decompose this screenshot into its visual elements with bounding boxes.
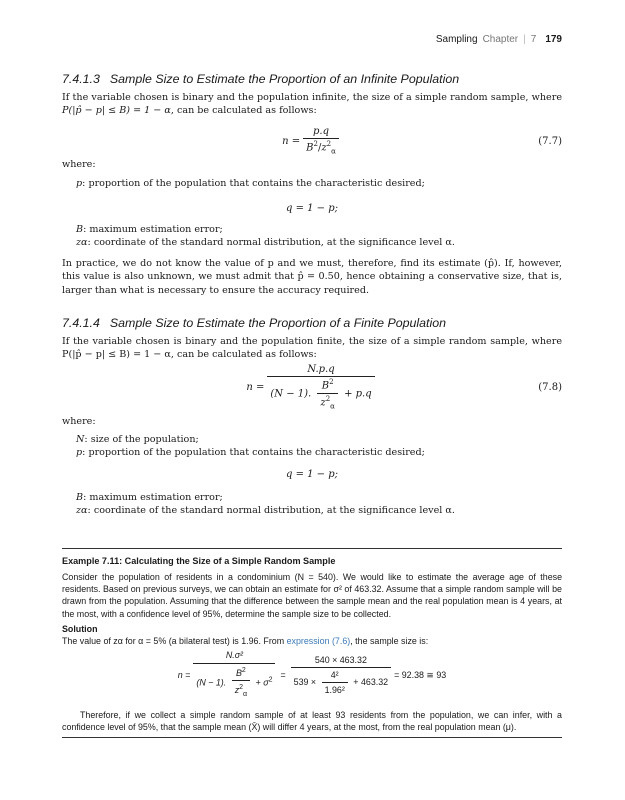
definition-p xyxy=(76,446,562,459)
calc-den2-b: + 463.32 xyxy=(353,676,389,687)
equation-7-7 xyxy=(62,124,562,158)
probability-condition: P(|p̂ − p| ≤ B) = 1 − α xyxy=(62,105,171,117)
q-equation: q = 1 − p; xyxy=(285,202,338,214)
equation-q xyxy=(62,466,562,482)
calc-lhs: n = xyxy=(177,669,191,680)
eq-denominator: $B^2/z^2_\alpha$ xyxy=(303,138,339,155)
symbol-z: zα xyxy=(76,237,88,248)
eq-fraction xyxy=(267,364,374,410)
symbol-B: B xyxy=(76,492,84,503)
sample-size-calculation: n = N.σ² (N − 1). $\frac{B^2}{z^2_\alpha}$ + $\sigma^2$ = 540 × 463.32 539 × $\frac{\text{4²}}{\text{1.96²}}$ + 463.32 = 92.38 ≅ 93 xyxy=(62,651,562,699)
section1-intro-tail: , can be calculated as follows: xyxy=(170,105,317,117)
eq-den-part-a: (N − 1). xyxy=(270,388,312,400)
definition-text: : coordinate of the standard normal distribution, at the significance level α. xyxy=(87,505,455,516)
definition-N xyxy=(76,433,562,446)
eq-denominator xyxy=(267,376,374,410)
running-head-chapter-number: 7 xyxy=(530,34,537,45)
calc-denominator-2 xyxy=(291,667,391,696)
q-equation: q = 1 − p; xyxy=(285,468,338,480)
symbol-p: p xyxy=(76,447,83,458)
eq-fraction xyxy=(303,126,339,155)
definition-text: : coordinate of the standard normal distribution, at the significance level α. xyxy=(87,237,455,248)
eq-lhs: n = xyxy=(246,381,265,393)
example-conclusion: Therefore, if we collect a simple random sample of at least 93 residents from the population, we can infer, with a confidence level of 95%, that the sample mean (X̄) will differ 4 years, at the most, from the real population mean (μ). xyxy=(62,710,562,733)
practice-paragraph: In practice, we do not know the value of p and we must, therefore, find its estimate (p̂). If, however, this value is also unknown, we must admit that p̂ = 0.50, hence obtaining a conservative size, that is, larger than what is necessary to ensure the accuracy required. xyxy=(62,258,562,296)
calc-result: = 92.38 ≅ 93 xyxy=(394,669,447,680)
eq-lhs: n = xyxy=(282,135,301,147)
equation-q xyxy=(62,200,562,216)
section-number: 7.4.1.4 xyxy=(62,316,100,330)
section-heading-7-4-1-3 xyxy=(62,72,562,86)
running-head-section: Sampling xyxy=(435,34,478,45)
running-head-separator: | xyxy=(523,34,526,45)
running-head-chapter-label: Chapter xyxy=(482,34,519,45)
calc-fraction-2 xyxy=(291,654,391,697)
calc-numerator-2: 540 × 463.32 xyxy=(314,654,367,665)
section-title: Sample Size to Estimate the Proportion of a Finite Population xyxy=(109,316,447,330)
section-heading-7-4-1-4 xyxy=(62,316,562,330)
definition-text: : proportion of the population that contains the characteristic desired; xyxy=(82,447,425,458)
where-label: where: xyxy=(62,159,96,170)
section-title: Sample Size to Estimate the Proportion of an Infinite Population xyxy=(109,72,460,86)
solution-heading: Solution xyxy=(62,624,98,634)
definition-z xyxy=(76,236,562,249)
section-number: 7.4.1.3 xyxy=(62,72,100,86)
symbol-N: N xyxy=(76,434,85,445)
example-box xyxy=(62,548,562,738)
eq-numerator: p.q xyxy=(313,126,329,138)
definition-text: : maximum estimation error; xyxy=(83,492,223,503)
definition-p xyxy=(76,177,562,190)
equation-7-8 xyxy=(62,364,562,410)
solution-text-a: The value of zα for α = 5% (a bilateral test) is 1.96. From xyxy=(62,636,287,646)
definition-B xyxy=(76,491,562,504)
page-number: 179 xyxy=(545,34,562,45)
definition-text: : size of the population; xyxy=(84,434,199,445)
calc-inner-den: 1.96² xyxy=(322,682,348,696)
eq-den-part-b: + p.q xyxy=(344,388,372,400)
calc-fraction-1 xyxy=(193,649,275,700)
solution-text-b: , the sample size is: xyxy=(350,636,429,646)
equation-number: (7.8) xyxy=(538,381,562,393)
symbol-z: zα xyxy=(76,505,88,516)
definition-z xyxy=(76,504,562,517)
calc-inner-num: 4² xyxy=(330,669,339,680)
definition-text: : maximum estimation error; xyxy=(83,224,223,235)
running-head xyxy=(436,34,562,45)
solution-text xyxy=(62,635,562,647)
book-page xyxy=(62,0,562,800)
symbol-B: B xyxy=(76,224,84,235)
calc-den2-a: 539 × xyxy=(293,676,317,687)
calc-denominator-1: (N − 1). $\frac{B^2}{z^2_\alpha}$ + $\sigma^2$ xyxy=(193,663,275,701)
where-label: where: xyxy=(62,416,96,427)
example-body: Consider the population of residents in a condominium (N = 540). We would like to estimate the average age of these residents. Based on previous surveys, we can obtain an estimate for σ² of 463.32. Assume that a simple random sample will be drawn from the population. Assuming that the difference between the sample mean and the real population mean is 4 years, at the most, with a confidence level of 95%, determine the sample size to be collected. xyxy=(62,572,562,619)
section1-intro xyxy=(62,91,562,118)
symbol-p: p xyxy=(76,178,83,189)
section1-intro-text: If the variable chosen is binary and the population infinite, the size of a simple random sample, where xyxy=(62,92,562,103)
eq-numerator: N.p.q xyxy=(307,364,335,376)
expression-link[interactable]: expression (7.6) xyxy=(286,636,351,646)
eq-inner-fraction: $\frac{B^2}{z^2_\alpha}$ xyxy=(317,378,337,410)
section2-intro: If the variable chosen is binary and the population finite, the size of a simple random sample, where P(|p̂ − p| ≤ B) = 1 − α, can be calculated as follows: xyxy=(62,336,562,361)
example-title: Example 7.11: Calculating the Size of a Simple Random Sample xyxy=(62,556,336,566)
definition-B xyxy=(76,223,562,236)
definition-text: : proportion of the population that contains the characteristic desired; xyxy=(82,178,425,189)
calc-numerator-1: N.σ² xyxy=(225,650,244,661)
equation-number: (7.7) xyxy=(538,135,562,147)
